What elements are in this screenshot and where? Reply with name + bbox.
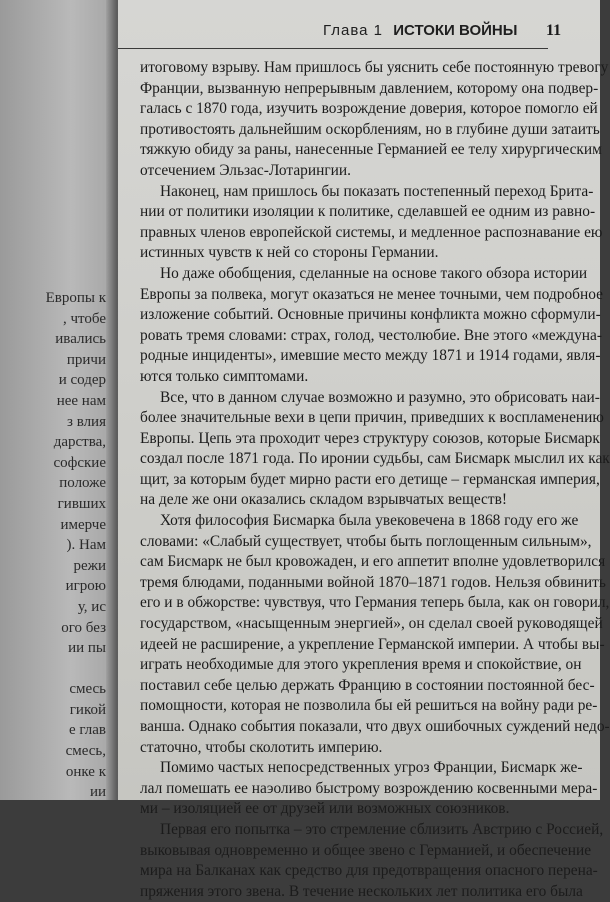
- text-line: галась с 1870 года, изучить возрождение доверия, которое помогло ей: [140, 100, 598, 118]
- text-line: лал помешать ее наэоливо быстрому возрождению косвенными мера-: [140, 779, 598, 797]
- text-line: Все, что в данном случае возможно и разумно, это обрисовать наи-: [160, 388, 600, 406]
- left-page-line: положе: [59, 475, 106, 492]
- left-page-line: режи: [73, 557, 106, 574]
- text-line: словами: «Слабый существует, чтобы быть поглощенным сильным»,: [140, 532, 592, 550]
- body-text: [140, 58, 610, 902]
- text-line: государством, «насыщенным энергией», он сделал своей руководящей: [140, 615, 603, 633]
- text-line: родные инциденты», имевшие место между 1871 и 1914 годами, явля-: [140, 347, 601, 365]
- left-page-line: игрою: [65, 578, 106, 595]
- text-line: создал после 1871 года. По иронии судьбы, сам Бисмарк мыслил их как: [140, 450, 610, 468]
- paragraph: [140, 388, 610, 512]
- left-page-line: ). Нам: [66, 537, 106, 554]
- text-line: ми – изоляцией ее от друзей или возможных союзников.: [140, 800, 510, 818]
- text-line: играть необходимые для этого укрепления время и спокойствие, он: [140, 656, 582, 674]
- left-page-line: ии: [89, 784, 106, 801]
- right-page: [118, 0, 610, 900]
- text-line: истинных чувств к ней со стороны Германии.: [140, 244, 439, 262]
- text-line: помощности, которая не позволила бы ей решиться на войну ради ре-: [140, 697, 598, 715]
- text-line: правных членов европейской системы, и медленное распознавание ею: [140, 223, 603, 241]
- text-line: Хотя философия Бисмарка была увековечена в 1868 году его же: [160, 512, 579, 530]
- text-line: тяжкую обиду за раны, нанесенные Германией ее телу хирургическим: [140, 141, 602, 159]
- left-page-line: причи: [66, 351, 106, 368]
- text-line: изложение событий. Основные причины конфликта можно сформули-: [140, 306, 601, 324]
- chapter-title: ИСТОКИ ВОЙНЫ: [393, 22, 518, 39]
- header-rule: [118, 48, 548, 49]
- text-line: Но даже обобщения, сделанные на основе такого обзора истории: [160, 264, 588, 282]
- text-line: щит, за которым будет мирно расти его детище – германская империя,: [140, 470, 600, 488]
- text-line: Первая его попытка – это стремление сблизить Австрию с Россией,: [160, 820, 604, 838]
- text-line: Европы за полвека, могут оказаться не менее точными, чем подробное: [140, 285, 603, 303]
- left-page-line: и содер: [58, 372, 106, 389]
- paragraph: [140, 511, 610, 758]
- left-page-line: софские: [53, 454, 106, 471]
- left-page-line: имерче: [60, 516, 106, 533]
- paragraph: [140, 58, 609, 182]
- left-page-line: е глав: [68, 722, 106, 739]
- text-line: ются только симптомами.: [140, 367, 309, 385]
- left-page-line: , чтобе: [63, 310, 106, 327]
- text-line: выковывая одновременно и общее звено с Германией, и обеспечение: [140, 841, 592, 859]
- text-line: поставил себе целью держать Францию в состоянии постоянной бес-: [140, 676, 595, 694]
- text-line: ровать тремя словами: страх, голод, честолюбие. Вне этого «междуна-: [140, 326, 602, 344]
- left-page-line: смесь: [69, 681, 106, 698]
- left-page-line: онке к: [65, 763, 106, 780]
- left-page-line: [2, 659, 106, 680]
- text-line: мира на Балканах как средство для предотвращения опасного перена-: [140, 862, 598, 880]
- running-head-text: [323, 22, 517, 39]
- text-line: Франции, вызванную непрерывным давлением, которому она подвер-: [140, 79, 599, 97]
- left-page-line: ии пы: [68, 640, 106, 657]
- text-line: Наконец, нам пришлось бы показать постепенный переход Брита-: [160, 182, 594, 200]
- left-page-line: з влия: [67, 413, 106, 430]
- paragraph: [140, 758, 598, 820]
- left-page-line: у, ис: [77, 598, 106, 615]
- text-line: итоговому взрыву. Нам пришлось бы уяснить себе постоянную тревогу: [140, 59, 609, 76]
- text-line: его и в обжорстве: чувствуя, что Германия теперь была, как он говорил,: [140, 594, 610, 612]
- left-page: [0, 0, 118, 800]
- text-line: более значительные вехи в цепи причин, приведших к воспламенению: [140, 409, 604, 427]
- text-line: отсечением Эльзас-Лотарингии.: [140, 161, 351, 179]
- text-line: сам Бисмарк не был кровожаден, и его аппетит вполне удовлетворился: [140, 553, 606, 571]
- text-line: статочно, чтобы сколотить империю.: [140, 738, 383, 756]
- left-page-line: смесь,: [65, 743, 106, 760]
- left-page-text: [2, 288, 106, 803]
- text-line: на деле же они оказались складом взрывчатых веществ!: [140, 491, 507, 509]
- left-page-line: дарства,: [53, 434, 106, 451]
- left-page-line: ого без: [61, 619, 106, 636]
- paragraph: [140, 264, 603, 388]
- left-page-line: гивших: [57, 495, 106, 512]
- text-line: нии от политики изоляции к политике, сделавшей ее одним из равно-: [140, 203, 596, 221]
- page-number: 11: [546, 22, 562, 39]
- text-line: пряжения этого звена. В течение нескольких лет политика его была: [140, 882, 583, 900]
- text-line: ванша. Однако события показали, что двух ошибочных суждений недо-: [140, 718, 610, 735]
- text-line: Помимо частых непосредственных угроз Франции, Бисмарк же-: [160, 759, 583, 777]
- left-page-line: нее нам: [56, 392, 106, 409]
- paragraph: [140, 182, 603, 264]
- chapter-label: Глава 1: [323, 22, 384, 39]
- text-line: Европы. Цепь эта проходит через структуру союзов, которые Бисмарк: [140, 429, 600, 447]
- left-page-line: гикой: [69, 701, 106, 718]
- text-line: идеей не расширение, а укрепление Германской империи. А чтобы вы-: [140, 635, 605, 653]
- text-line: тремя блюдами, поданными войной 1870–1871 годов. Нельзя обвинить: [140, 573, 606, 591]
- left-page-line: Европы к: [45, 290, 106, 306]
- left-page-line: ивались: [55, 331, 106, 348]
- paragraph: [140, 820, 604, 902]
- running-head: [118, 20, 600, 44]
- text-line: противостоять дальнейшим оскорблениям, но в глубине души затаить: [140, 120, 600, 138]
